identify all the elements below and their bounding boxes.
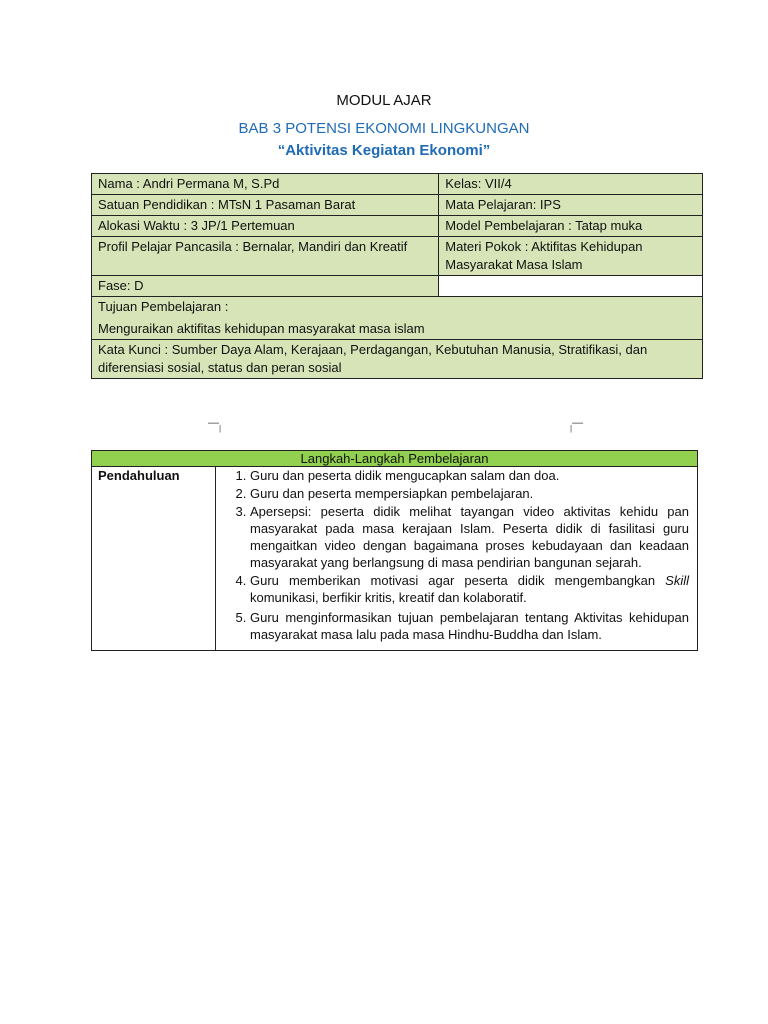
subtitle: “Aktivitas Kegiatan Ekonomi” [277, 142, 491, 159]
cell-model: Model Pembelajaran : Tatap muka [439, 216, 703, 237]
steps-table [91, 450, 698, 651]
corner-mark-right: $_|$— [570, 417, 584, 433]
cell-profil: Profil Pelajar Pancasila : Bernalar, Mandiri dan Kreatif [92, 237, 439, 276]
skill-word: Skill [665, 573, 689, 588]
cell-empty [439, 276, 703, 297]
cell-fase: Fase: D [92, 276, 439, 297]
cell-tujuan [92, 297, 703, 340]
list-item: 5. Guru menginformasikan tujuan pembelajaran tentang Aktivitas kehidupan masyarakat masa lalu pada masa Hindhu-Buddha dan Islam. [250, 609, 689, 643]
cell-materi: Materi Pokok : Aktifitas Kehidupan Masyarakat Masa Islam [439, 237, 703, 276]
steps-list [224, 467, 689, 643]
list-item-text: Guru memberikan motivasi agar peserta didik mengembangkan [250, 573, 656, 588]
tujuan-label: Tujuan Pembelajaran : [98, 299, 229, 314]
list-item: 3. Apersepsi: peserta didik melihat tayangan video aktivitas kehidu pan masyarakat pada masa kerajaan Islam. Peserta didik di fasilitasi guru mengaitkan video dengan bagaimana proses kebudayaan dan keadaan masyarakat yang berlangsung di masa pendirian bangunan sejarah. [250, 503, 689, 571]
steps-list-cell [216, 467, 698, 651]
list-item [250, 572, 689, 606]
list-item-text: komunikasi, berfikir kritis, kreatif dan kolaboratif. [250, 590, 527, 605]
chapter-title: BAB 3 POTENSI EKONOMI LINGKUNGAN [238, 120, 530, 137]
list-item: 1. Guru dan peserta didik mengucapkan salam dan doa. [250, 467, 689, 484]
cell-kata-kunci: Kata Kunci : Sumber Daya Alam, Kerajaan, Perdagangan, Kebutuhan Manusia, Stratifikasi, dan diferensiasi sosial, status dan peran sosial [92, 340, 703, 379]
cell-alokasi: Alokasi Waktu : 3 JP/1 Pertemuan [92, 216, 439, 237]
corner-mark-left: $—_|$ [208, 417, 222, 433]
tujuan-text: Menguraikan aktifitas kehidupan masyarakat masa islam [98, 321, 425, 336]
cell-satuan: Satuan Pendidikan : MTsN 1 Pasaman Barat [92, 195, 439, 216]
info-table [91, 173, 703, 379]
phase-label: Pendahuluan [92, 467, 216, 651]
steps-heading: Langkah-Langkah Pembelajaran [92, 451, 698, 467]
document-title: MODUL AJAR [336, 92, 432, 109]
cell-nama: Nama : Andri Permana M, S.Pd [92, 174, 439, 195]
list-item: 2. Guru dan peserta mempersiapkan pembelajaran. [250, 485, 689, 502]
cell-kelas: Kelas: VII/4 [439, 174, 703, 195]
cell-mapel: Mata Pelajaran: IPS [439, 195, 703, 216]
